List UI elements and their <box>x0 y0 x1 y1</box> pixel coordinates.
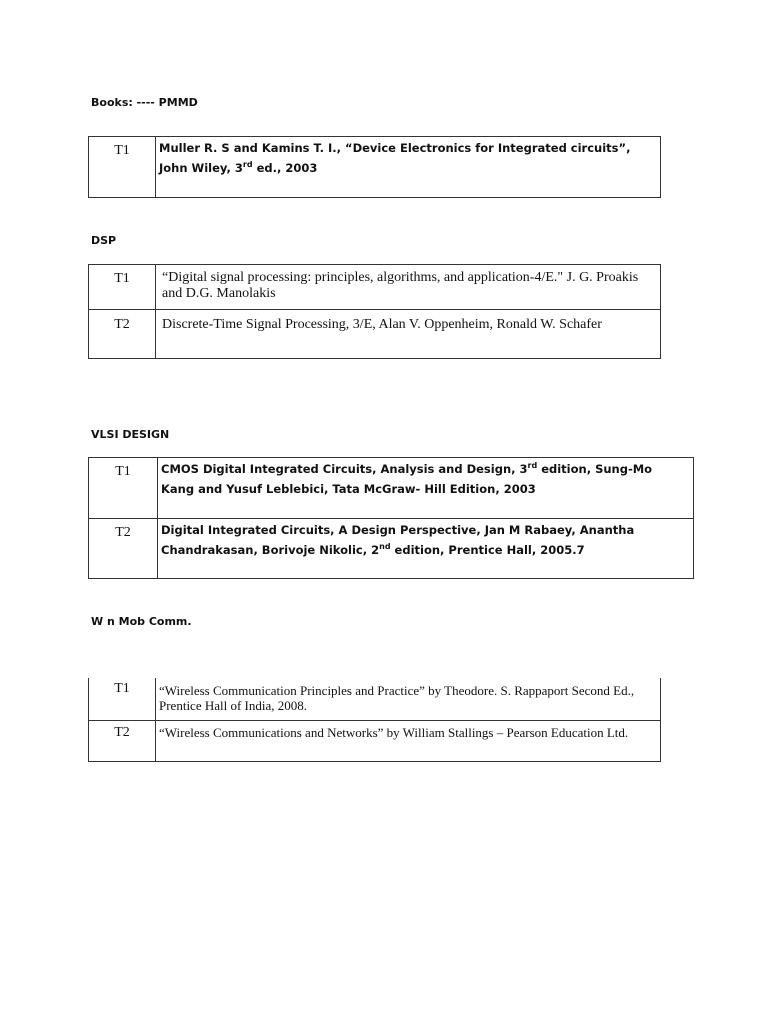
section-heading-pmmd: Books: ---- PMMD <box>91 96 198 109</box>
pmmd-reference-table <box>88 136 661 198</box>
reference-text: “Wireless Communication Principles and Practice” by Theodore. S. Rappaport Second Ed., Prentice Hall of India, 2008. <box>156 678 661 720</box>
row-label: T1 <box>89 458 158 519</box>
row-label: T1 <box>89 678 156 720</box>
table-row <box>89 310 661 359</box>
reference-text: Muller R. S and Kamins T. I., “Device Electronics for Integrated circuits”, John Wiley, 3rd ed., 2003 <box>156 137 661 198</box>
table-row <box>89 678 661 720</box>
wireless-reference-table <box>88 678 661 762</box>
table-row <box>89 519 694 579</box>
reference-text: “Wireless Communications and Networks” by William Stallings – Pearson Education Ltd. <box>156 720 661 761</box>
table-row <box>89 265 661 310</box>
reference-text: CMOS Digital Integrated Circuits, Analysis and Design, 3rd edition, Sung-Mo Kang and Yusuf Leblebici, Tata McGraw- Hill Edition, 2003 <box>158 458 694 519</box>
reference-text: Discrete-Time Signal Processing, 3/E, Alan V. Oppenheim, Ronald W. Schafer <box>156 310 661 359</box>
row-label: T1 <box>89 265 156 310</box>
row-label: T2 <box>89 310 156 359</box>
row-label: T2 <box>89 720 156 761</box>
row-label: T2 <box>89 519 158 579</box>
table-row <box>89 720 661 761</box>
table-row <box>89 137 661 198</box>
reference-text: Digital Integrated Circuits, A Design Perspective, Jan M Rabaey, Anantha Chandrakasan, Borivoje Nikolic, 2nd edition, Prentice Hall, 2005.7 <box>158 519 694 579</box>
reference-text: “Digital signal processing: principles, algorithms, and application-4/E." J. G. Proakis and D.G. Manolakis <box>156 265 661 310</box>
section-heading-vlsi-design: VLSI DESIGN <box>91 428 170 441</box>
row-label: T1 <box>89 137 156 198</box>
section-heading-dsp: DSP <box>91 234 117 247</box>
table-row <box>89 458 694 519</box>
vlsi-reference-table <box>88 457 694 579</box>
section-heading-wireless-mobile-comm: W n Mob Comm. <box>91 615 192 628</box>
dsp-reference-table <box>88 264 661 359</box>
